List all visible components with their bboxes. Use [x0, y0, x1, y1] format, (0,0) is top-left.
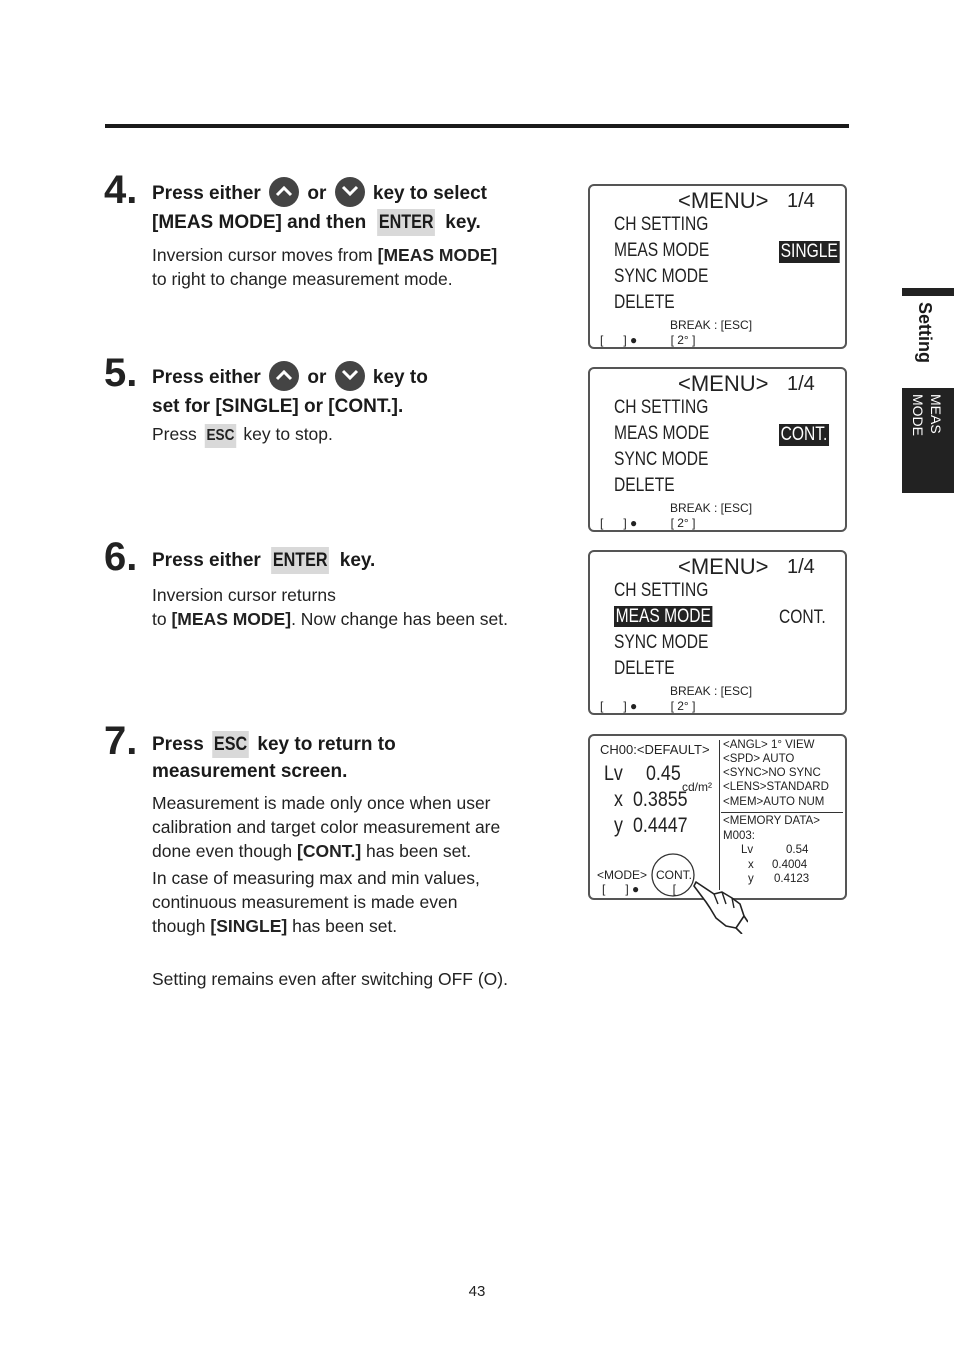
meas-footer: [ ] ● [	[602, 882, 676, 896]
side-tab-section: Setting	[915, 302, 935, 363]
lcd-item-meas-mode: MEAS MODE	[614, 423, 710, 444]
lcd-page: 1/4	[787, 190, 815, 212]
step-7-heading	[152, 731, 396, 785]
lcd-item-sync-mode: SYNC MODE	[614, 266, 709, 287]
step-6-body	[152, 583, 508, 631]
lcd-page: 1/4	[787, 556, 815, 578]
esc-key-icon: ESC	[212, 731, 249, 758]
step-4-head-a: Press either	[152, 183, 261, 205]
meas-channel: CH00:<DEFAULT>	[600, 742, 710, 757]
step-7-p2-a: In case of measuring max and min values,	[152, 868, 480, 888]
step-4-head-b: key to select	[372, 183, 487, 205]
side-tab-sub2: MODE	[910, 394, 926, 436]
lcd-page: 1/4	[787, 373, 815, 395]
meas-y-label: y	[614, 814, 623, 837]
meas-memory-y-value: 0.4123	[774, 873, 810, 885]
step-7-p2-c: though	[152, 916, 206, 936]
step-4-body-bold: [MEAS MODE]	[377, 245, 498, 265]
step-6-head-a: Press either	[152, 550, 261, 571]
meas-y-value: 0.4447	[633, 814, 688, 837]
lcd-title: <MENU>	[678, 188, 769, 213]
step-6-number: 6.	[104, 535, 138, 579]
step-5-head-b: key to	[372, 367, 428, 389]
lcd-item-ch-setting: CH SETTING	[614, 580, 709, 601]
lcd-value-cont-plain: CONT.	[779, 607, 826, 628]
step-7-number: 7.	[104, 719, 138, 763]
lcd-break: BREAK : [ESC]	[670, 318, 753, 332]
pointing-hand-icon	[692, 878, 748, 934]
step-5-body	[152, 422, 333, 448]
step-7-p1-b: calibration and target color measurement are	[152, 817, 501, 837]
step-6-body-b: to	[152, 609, 167, 629]
lcd-item-ch-setting: CH SETTING	[614, 214, 709, 235]
step-7-p2-b: continuous measurement is made even	[152, 892, 458, 912]
step-4-heading	[152, 179, 487, 236]
step-5-head-c: set for [SINGLE] or [CONT.].	[152, 396, 404, 417]
meas-setting-mem: <MEM>AUTO NUM	[723, 796, 825, 808]
top-rule	[105, 124, 849, 128]
lcd-item-ch-setting: CH SETTING	[614, 397, 709, 418]
step-4-head-d: key.	[445, 212, 481, 233]
lcd-menu-set	[588, 550, 847, 715]
cont-circle-icon	[650, 852, 696, 898]
meas-x-value: 0.3855	[633, 788, 688, 811]
enter-key-icon: ENTER	[377, 209, 435, 236]
esc-key-icon: ESC	[204, 424, 235, 448]
page-number: 43	[468, 1283, 486, 1300]
lcd-footer: [ ] ● [ 2° ]	[600, 516, 696, 530]
lcd-footer: [ ] ● [ 2° ]	[600, 699, 696, 713]
step-6-heading	[152, 547, 375, 574]
meas-memory-title: <MEMORY DATA>	[723, 815, 820, 827]
step-7-head-b: key to return to	[257, 734, 396, 755]
meas-setting-lens: <LENS>STANDARD	[723, 781, 829, 793]
meas-memory-lv-label: Lv	[741, 844, 754, 856]
lcd-menu-cont	[588, 367, 847, 532]
side-tab-sub1: MEAS	[928, 394, 944, 434]
meas-x-label: x	[614, 788, 623, 811]
lcd-item-delete: DELETE	[614, 475, 675, 496]
lcd-title: <MENU>	[678, 371, 769, 396]
lcd-item-meas-mode	[614, 606, 713, 628]
step-4-body	[152, 243, 497, 291]
step-7-head-c: measurement screen.	[152, 761, 348, 782]
step-7-body-2	[152, 866, 480, 938]
meas-unit: cd/m²	[682, 780, 712, 794]
lcd-value-cont: CONT.	[780, 424, 828, 445]
step-5-body-a: Press	[152, 424, 197, 444]
lcd-break: BREAK : [ESC]	[670, 501, 753, 515]
lcd-item-delete: DELETE	[614, 292, 675, 313]
step-4-number: 4.	[104, 168, 138, 212]
down-arrow-icon	[335, 361, 365, 391]
step-7-p1-a: Measurement is made only once when user	[152, 793, 491, 813]
step-7-p2-bold: [SINGLE]	[210, 916, 288, 936]
up-arrow-icon	[269, 177, 299, 207]
step-5-or: or	[307, 367, 327, 389]
step-5-body-b: key to stop.	[243, 424, 333, 444]
enter-key-icon: ENTER	[271, 547, 329, 574]
meas-setting-spd: <SPD> AUTO	[723, 753, 795, 765]
step-7-p1-d: has been set.	[366, 841, 472, 861]
step-7-head-a: Press	[152, 734, 204, 755]
up-arrow-icon	[269, 361, 299, 391]
step-5-head-a: Press either	[152, 367, 261, 389]
lcd-item-meas-mode: MEAS MODE	[614, 240, 710, 261]
lcd-title: <MENU>	[678, 554, 769, 579]
down-arrow-icon	[335, 177, 365, 207]
lcd-item-meas-mode-highlight: MEAS MODE	[615, 606, 711, 627]
step-4-body-a: Inversion cursor moves from	[152, 245, 373, 265]
meas-divider-h	[721, 812, 843, 813]
lcd-break: BREAK : [ESC]	[670, 684, 753, 698]
step-7-body-3: Setting remains even after switching OFF (O).	[152, 969, 508, 989]
lcd-footer: [ ] ● [ 2° ]	[600, 333, 696, 347]
meas-memory-x-value: 0.4004	[772, 859, 808, 871]
step-6-body-a: Inversion cursor returns	[152, 585, 336, 605]
side-tab-box	[902, 388, 954, 493]
meas-lv-label: Lv	[604, 762, 623, 785]
step-4-head-c: [MEAS MODE] and then	[152, 212, 367, 233]
step-7-p1-c: done even though	[152, 841, 293, 861]
step-7-p1-bold: [CONT.]	[297, 841, 362, 861]
meas-memory-id: M003:	[723, 830, 755, 842]
lcd-menu-single	[588, 184, 847, 349]
lcd-item-sync-mode: SYNC MODE	[614, 449, 709, 470]
meas-memory-y-label: y	[748, 873, 754, 885]
step-6-body-c: . Now change has been set.	[291, 609, 509, 629]
meas-mode-label: <MODE>	[597, 868, 648, 882]
meas-setting-angl: <ANGL> 1° VIEW	[723, 739, 815, 751]
meas-divider-v	[719, 740, 720, 890]
step-4-body-b: to right to change measurement mode.	[152, 269, 453, 289]
step-6-head-b: key.	[339, 550, 376, 571]
measurement-screen	[588, 734, 847, 900]
step-5-number: 5.	[104, 351, 138, 395]
step-4-or: or	[307, 183, 327, 205]
meas-mode-value: CONT.	[656, 868, 692, 882]
meas-setting-sync: <SYNC>NO SYNC	[723, 767, 821, 779]
meas-memory-lv-value: 0.54	[786, 844, 809, 856]
meas-lv-value: 0.45	[646, 762, 681, 785]
step-7-p2-d: has been set.	[292, 916, 398, 936]
lcd-item-sync-mode: SYNC MODE	[614, 632, 709, 653]
step-7-body-1	[152, 791, 500, 863]
side-tab-bar	[902, 288, 954, 296]
lcd-value-single: SINGLE	[780, 241, 838, 262]
step-6-body-bold: [MEAS MODE]	[171, 609, 292, 629]
step-5-heading	[152, 363, 428, 420]
lcd-item-delete: DELETE	[614, 658, 675, 679]
meas-memory-x-label: x	[748, 859, 754, 871]
